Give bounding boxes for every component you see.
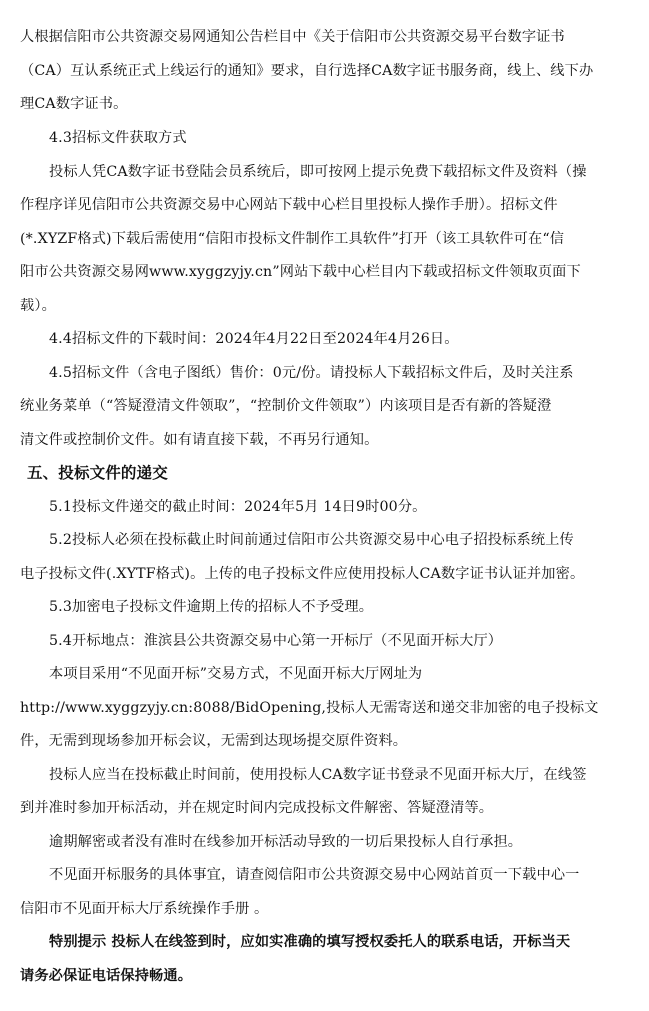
paragraph-line: 作程序详见信阳市公共资源交易中心网站下载中心栏目里投标人操作手册）。招标文件 (20, 197, 558, 213)
url-line: http://www.xyggzyjy.cn:8088/BidOpening,投标人无需寄送和递交非加密的电子投标文 (20, 700, 599, 716)
paragraph-line: （CA）互认系统正式上线运行的通知》要求，自行选择CA数字证书服务商，线上、线下办 (20, 63, 594, 79)
paragraph-line: 5.1投标文件递交的截止时间：2024年5月 14日9时00分。 (49, 499, 427, 515)
special-notice-line: 请务必保证电话保持畅通。 (20, 968, 193, 984)
paragraph-line: 逾期解密或者没有准时在线参加开标活动导致的一切后果投标人自行承担。 (49, 834, 523, 850)
paragraph-line: 阳市公共资源交易网www.xyggzyjy.cn”网站下载中心栏目内下载或招标文件领取页面下 (20, 264, 581, 280)
paragraph-line: 电子投标文件(.XYTF格式)。上传的电子投标文件应使用投标人CA数字证书认证并加密。 (20, 566, 585, 582)
section-heading: 五、投标文件的递交 (27, 463, 168, 482)
paragraph-line: 统业务菜单（“答疑澄清文件领取”，“控制价文件领取”）内该项目是否有新的答疑澄 (20, 398, 552, 414)
paragraph-line: 载）。 (20, 298, 56, 314)
paragraph-line: 5.3加密电子投标文件逾期上传的招标人不予受理。 (49, 599, 374, 615)
paragraph-line: 到并准时参加开标活动，并在规定时间内完成投标文件解密、答疑澄清等。 (20, 800, 494, 816)
paragraph-line: 4.4招标文件的下载时间：2024年4月22日至2024年4月26日。 (49, 331, 459, 347)
paragraph-line: 投标人应当在投标截止时间前，使用投标人CA数字证书登录不见面开标大厅，在线签 (49, 767, 587, 783)
paragraph-line: 5.2投标人必须在投标截止时间前通过信阳市公共资源交易中心电子招投标系统上传 (49, 532, 574, 548)
paragraph-line: 本项目采用“不见面开标”交易方式，不见面开标大厅网址为 (49, 666, 423, 682)
paragraph-line: 4.5招标文件（含电子图纸）售价：0元/份。请投标人下载招标文件后，及时关注系 (49, 365, 574, 381)
paragraph-line: 5.4开标地点：淮滨县公共资源交易中心第一开标厅（不见面开标大厅） (49, 633, 503, 649)
paragraph-line: 不见面开标服务的具体事宜，请查阅信阳市公共资源交易中心网站首页一下载中心一 (49, 867, 580, 883)
paragraph-line: 信阳市不见面开标大厅系统操作手册 。 (20, 901, 269, 917)
subsection-heading: 4.3招标文件获取方式 (49, 130, 187, 146)
paragraph-line: (*.XYZF格式)下载后需使用“信阳市投标文件制作工具软件”打开（该工具软件可在“信 (20, 231, 565, 247)
paragraph-line: 投标人凭CA数字证书登陆会员系统后，即可按网上提示免费下载招标文件及资料（操 (49, 164, 587, 180)
special-notice-line: 特别提示 投标人在线签到时，应如实准确的填写授权委托人的联系电话，开标当天 (49, 934, 571, 950)
paragraph-line: 件，无需到现场参加开标会议，无需到达现场提交原件资料。 (20, 733, 408, 749)
paragraph-line: 清文件或控制价文件。如有请直接下载，不再另行通知。 (20, 432, 379, 448)
paragraph-line: 人根据信阳市公共资源交易网通知公告栏目中《关于信阳市公共资源交易平台数字证书 (20, 29, 565, 45)
paragraph-line: 理CA数字证书。 (20, 96, 128, 112)
